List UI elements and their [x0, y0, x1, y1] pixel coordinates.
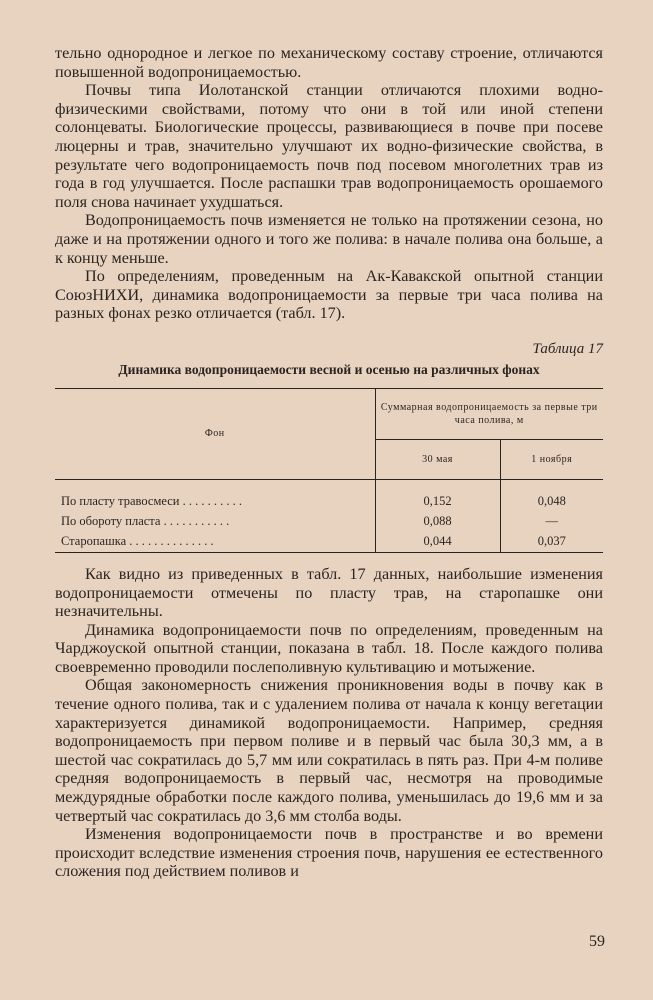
paragraph: тельно однородное и легкое по механическому составу строение, отличаются повышенной водопроницаемостью. [55, 44, 603, 81]
paragraph: По определениям, проведенным на Ак-Кавакской опытной станции СоюзНИХИ, динамика водопроницаемости за первые три часа полива на разных фонах резко отличается (табл. 17). [55, 267, 603, 323]
table-number: Таблица 17 [532, 340, 603, 357]
table-row [55, 532, 603, 553]
cell-may: 0,044 [375, 532, 500, 553]
row-label: По пласту травосмеси . . . . . . . . . . [61, 494, 242, 509]
table-row [55, 492, 603, 512]
header-date-may: 30 мая [375, 440, 500, 479]
header-fon: Фон [55, 388, 375, 479]
row-label: По обороту пласта . . . . . . . . . . . [61, 514, 230, 529]
header-date-nov: 1 ноября [500, 440, 603, 479]
paragraph: Общая закономерность снижения проникновения воды в почву как в течение одного полива, так и с удалением полива от начала к концу вегетации характеризуется динамикой водопроницаемости. Например, средняя водопроницаемость при первом поливе и в первый час была 30,3 мм, а в шестой час сократилась до 5,7 мм или сократилась в пять раз. При 4-м поливе средняя водопроницаемость в первый час, несмотря на проводимые междурядные обработки после каждого полива, уменьшилась до 19,6 мм и за четвертый час сократилась до 3,6 мм столба воды. [55, 676, 603, 825]
paragraph: Динамика водопроницаемости почв по определениям, проведенным на Чарджоуской опытной станции, показана в табл. 18. После каждого полива своевременно проводили послеполивную культивацию и мотыжение. [55, 620, 603, 676]
cell-nov: 0,037 [500, 532, 603, 553]
table-title: Динамика водопроницаемости весной и осенью на различных фонах [118, 361, 540, 377]
paragraph: Как видно из приведенных в табл. 17 данных, наибольшие изменения водопроницаемости отмечены по пласту трав, на старопашке они незначительны. [55, 564, 603, 621]
cell-may: 0,152 [375, 492, 500, 512]
cell-nov: — [545, 514, 558, 529]
cell-may: 0,088 [375, 512, 500, 532]
row-label: Старопашка . . . . . . . . . . . . . . [55, 532, 375, 553]
header-summary: Суммарная водопроницаемость за первые три часа полива, м [375, 388, 603, 440]
paragraph: Водопроницаемость почв изменяется не только на протяжении сезона, но даже и на протяжении одного и того же полива: в начале полива она больше, а к концу меньше. [55, 211, 603, 267]
cell-nov: 0,048 [537, 494, 566, 509]
paragraph: Изменения водопроницаемости почв в пространстве и во времени происходит вследствие изменения строения почв, нарушения ее естественного сложения под действием поливов и [55, 825, 603, 881]
table-row [55, 512, 603, 532]
paragraph: Почвы типа Иолотанской станции отличаются плохими водно-физическими свойствами, потому что они в той или иной степени солонцеваты. Биологические процессы, развивающиеся в почве при посеве люцерны и трав, значительно улучшают их водно-физические свойства, в результате чего водопроницаемость почв под посевом многолетних трав из года в год улучшается. После распашки трав водопроницаемость орошаемого поля снова начинает ухудшаться. [55, 81, 603, 211]
page-number: 59 [589, 933, 605, 950]
data-table [55, 388, 603, 553]
